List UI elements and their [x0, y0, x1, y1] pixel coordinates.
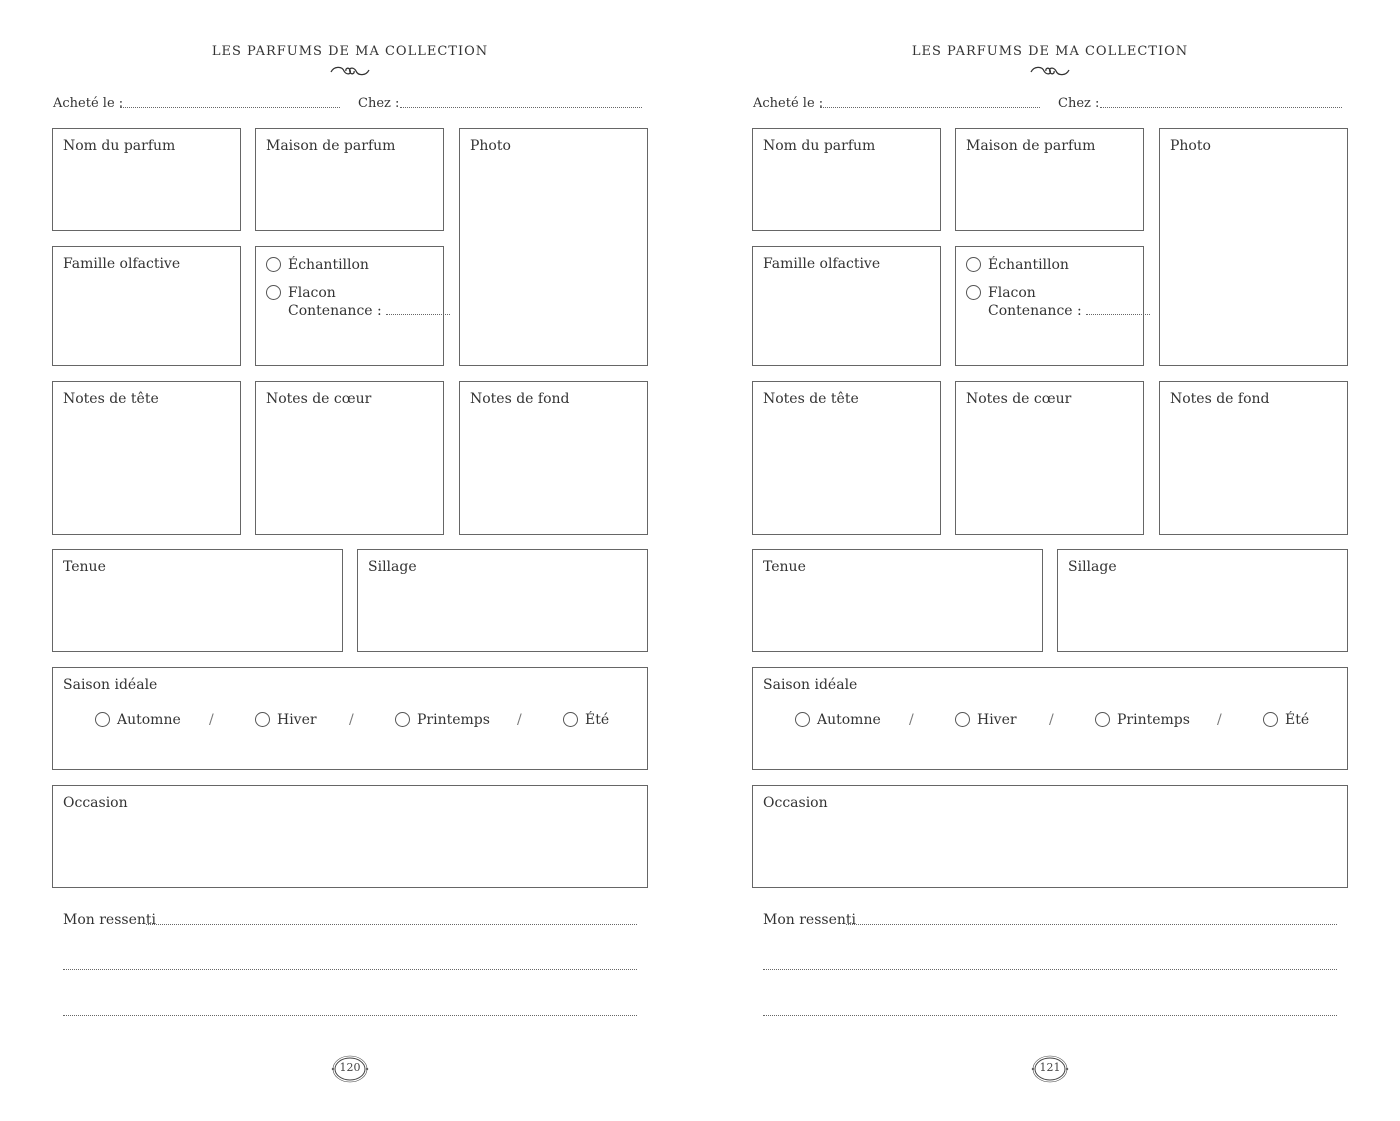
season-spring-label: Printemps: [417, 712, 490, 728]
olfactive-family-label: Famille olfactive: [63, 256, 181, 272]
top-notes-box[interactable]: [752, 381, 941, 535]
longevity-label: Tenue: [63, 559, 106, 575]
heart-notes-box[interactable]: [255, 381, 444, 535]
store-line[interactable]: [1100, 107, 1342, 108]
heart-notes-box[interactable]: [955, 381, 1144, 535]
format-box: [255, 246, 444, 366]
olfactive-family-label: Famille olfactive: [763, 256, 881, 272]
longevity-box[interactable]: [52, 549, 343, 652]
season-winter-label: Hiver: [277, 712, 317, 728]
longevity-label: Tenue: [763, 559, 806, 575]
feeling-line[interactable]: [763, 1015, 1337, 1016]
season-winter-option[interactable]: [255, 712, 317, 728]
radio-circle-icon[interactable]: [266, 257, 281, 272]
ideal-season-box: [52, 667, 648, 770]
feeling-label: Mon ressenti: [763, 912, 856, 928]
ideal-season-label: Saison idéale: [63, 677, 158, 693]
radio-circle-icon[interactable]: [955, 712, 970, 727]
sillage-box[interactable]: [357, 549, 648, 652]
store-label: Chez :: [358, 96, 400, 111]
purchase-date-label: Acheté le :: [753, 96, 824, 111]
radio-circle-icon[interactable]: [1263, 712, 1278, 727]
feeling-line[interactable]: [63, 1015, 637, 1016]
capacity-field[interactable]: [288, 303, 450, 319]
radio-circle-icon[interactable]: [563, 712, 578, 727]
capacity-label: Contenance :: [988, 303, 1082, 319]
sillage-label: Sillage: [368, 559, 417, 575]
top-notes-label: Notes de tête: [63, 391, 159, 407]
season-summer-label: Été: [1285, 712, 1310, 728]
base-notes-box[interactable]: [1159, 381, 1348, 535]
radio-circle-icon[interactable]: [966, 285, 981, 300]
season-summer-option[interactable]: [1263, 712, 1309, 728]
feeling-line[interactable]: [763, 969, 1337, 970]
season-spring-option[interactable]: [395, 712, 490, 728]
occasion-label: Occasion: [63, 795, 128, 811]
ideal-season-box: [752, 667, 1348, 770]
right-page: [700, 0, 1400, 1121]
radio-circle-icon[interactable]: [266, 285, 281, 300]
season-autumn-option[interactable]: [95, 712, 181, 728]
season-separator: /: [909, 712, 914, 728]
capacity-label: Contenance :: [288, 303, 382, 319]
photo-label: Photo: [1170, 138, 1211, 154]
scroll-flourish-icon: [1028, 64, 1072, 78]
purchase-date-label: Acheté le :: [53, 96, 124, 111]
olfactive-family-box[interactable]: [752, 246, 941, 366]
radio-circle-icon[interactable]: [1095, 712, 1110, 727]
capacity-field[interactable]: [988, 303, 1150, 319]
perfume-house-box[interactable]: [255, 128, 444, 231]
photo-label: Photo: [470, 138, 511, 154]
sample-option[interactable]: [966, 257, 1069, 273]
page-title: LES PARFUMS DE MA COLLECTION: [211, 44, 489, 59]
sillage-box[interactable]: [1057, 549, 1348, 652]
olfactive-family-box[interactable]: [52, 246, 241, 366]
season-spring-option[interactable]: [1095, 712, 1190, 728]
season-autumn-option[interactable]: [795, 712, 881, 728]
capacity-line[interactable]: [1086, 314, 1150, 315]
season-separator: /: [209, 712, 214, 728]
perfume-house-label: Maison de parfum: [966, 138, 1096, 154]
capacity-line[interactable]: [386, 314, 450, 315]
season-winter-label: Hiver: [977, 712, 1017, 728]
purchase-date-line[interactable]: [120, 107, 340, 108]
season-separator: /: [1217, 712, 1222, 728]
season-separator: /: [1049, 712, 1054, 728]
purchase-date-line[interactable]: [820, 107, 1040, 108]
ideal-season-label: Saison idéale: [763, 677, 858, 693]
radio-circle-icon[interactable]: [255, 712, 270, 727]
bottle-option[interactable]: [966, 285, 1036, 301]
season-spring-label: Printemps: [1117, 712, 1190, 728]
perfume-house-box[interactable]: [955, 128, 1144, 231]
season-summer-option[interactable]: [563, 712, 609, 728]
photo-box[interactable]: [1159, 128, 1348, 366]
format-box: [955, 246, 1144, 366]
top-notes-label: Notes de tête: [763, 391, 859, 407]
bottle-option[interactable]: [266, 285, 336, 301]
base-notes-label: Notes de fond: [470, 391, 570, 407]
radio-circle-icon[interactable]: [966, 257, 981, 272]
season-separator: /: [517, 712, 522, 728]
bottle-label: Flacon: [988, 285, 1036, 301]
page-number: 121: [1039, 1061, 1061, 1074]
season-summer-label: Été: [585, 712, 610, 728]
perfume-house-label: Maison de parfum: [266, 138, 396, 154]
base-notes-box[interactable]: [459, 381, 648, 535]
season-autumn-label: Automne: [817, 712, 881, 728]
top-notes-box[interactable]: [52, 381, 241, 535]
occasion-box[interactable]: [52, 785, 648, 888]
feeling-label: Mon ressenti: [63, 912, 156, 928]
radio-circle-icon[interactable]: [95, 712, 110, 727]
heart-notes-label: Notes de cœur: [266, 391, 372, 407]
scroll-flourish-icon: [328, 64, 372, 78]
sample-label: Échantillon: [288, 257, 369, 273]
perfume-name-label: Nom du parfum: [63, 138, 176, 154]
heart-notes-label: Notes de cœur: [966, 391, 1072, 407]
photo-box[interactable]: [459, 128, 648, 366]
perfume-name-box[interactable]: [752, 128, 941, 231]
store-label: Chez :: [1058, 96, 1100, 111]
sillage-label: Sillage: [1068, 559, 1117, 575]
perfume-name-box[interactable]: [52, 128, 241, 231]
feeling-line[interactable]: [63, 969, 637, 970]
radio-circle-icon[interactable]: [395, 712, 410, 727]
feeling-line[interactable]: [846, 924, 1337, 925]
radio-circle-icon[interactable]: [795, 712, 810, 727]
occasion-box[interactable]: [752, 785, 1348, 888]
bottle-label: Flacon: [288, 285, 336, 301]
store-line[interactable]: [400, 107, 642, 108]
season-autumn-label: Automne: [117, 712, 181, 728]
sample-label: Échantillon: [988, 257, 1069, 273]
season-separator: /: [349, 712, 354, 728]
page-number: 120: [339, 1061, 361, 1074]
longevity-box[interactable]: [752, 549, 1043, 652]
base-notes-label: Notes de fond: [1170, 391, 1270, 407]
season-winter-option[interactable]: [955, 712, 1017, 728]
page-title: LES PARFUMS DE MA COLLECTION: [911, 44, 1189, 59]
sample-option[interactable]: [266, 257, 369, 273]
feeling-line[interactable]: [146, 924, 637, 925]
perfume-name-label: Nom du parfum: [763, 138, 876, 154]
occasion-label: Occasion: [763, 795, 828, 811]
